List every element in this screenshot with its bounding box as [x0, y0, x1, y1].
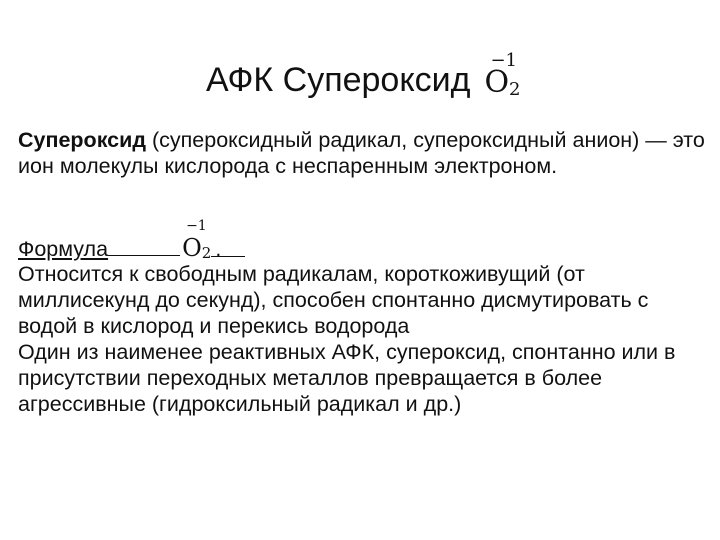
paragraph-reactivity: Один из наименее реактивных АФК, супероксид, спонтанно или в присутствии переходных металлов превращается в более агрессивные (гидроксильный радикал и др.): [18, 340, 676, 416]
formula-label: Формула: [18, 237, 109, 261]
slide-body: [18, 127, 708, 417]
title-formula-base: O: [484, 65, 510, 100]
intro-term: Супероксид: [18, 128, 146, 152]
formula-line-base: O: [182, 234, 202, 262]
title-formula: [484, 50, 521, 104]
intro-text: (супероксидный радикал, супероксидный анион) — это ион молекулы кислорода с неспаренным электроном.: [18, 128, 705, 178]
title-formula-superscript: −1: [490, 50, 517, 71]
formula-line: [18, 218, 708, 262]
paragraph-radicals: Относится к свободным радикалам, короткоживущий (от миллисекунд до секунд), способен спонтанно дисмутировать с водой в кислород и перекись водорода: [18, 262, 649, 338]
formula-end-mark: .: [211, 236, 245, 257]
formula-line-formula: [182, 218, 212, 263]
formula-line-superscript: −1: [186, 218, 207, 234]
slide-title: [206, 40, 521, 100]
intro-paragraph: [18, 127, 708, 179]
formula-blank: [108, 235, 180, 256]
formula-line-subscript: 2: [201, 244, 212, 262]
title-formula-subscript: 2: [509, 79, 521, 100]
title-text: АФК Супероксид: [206, 61, 471, 99]
